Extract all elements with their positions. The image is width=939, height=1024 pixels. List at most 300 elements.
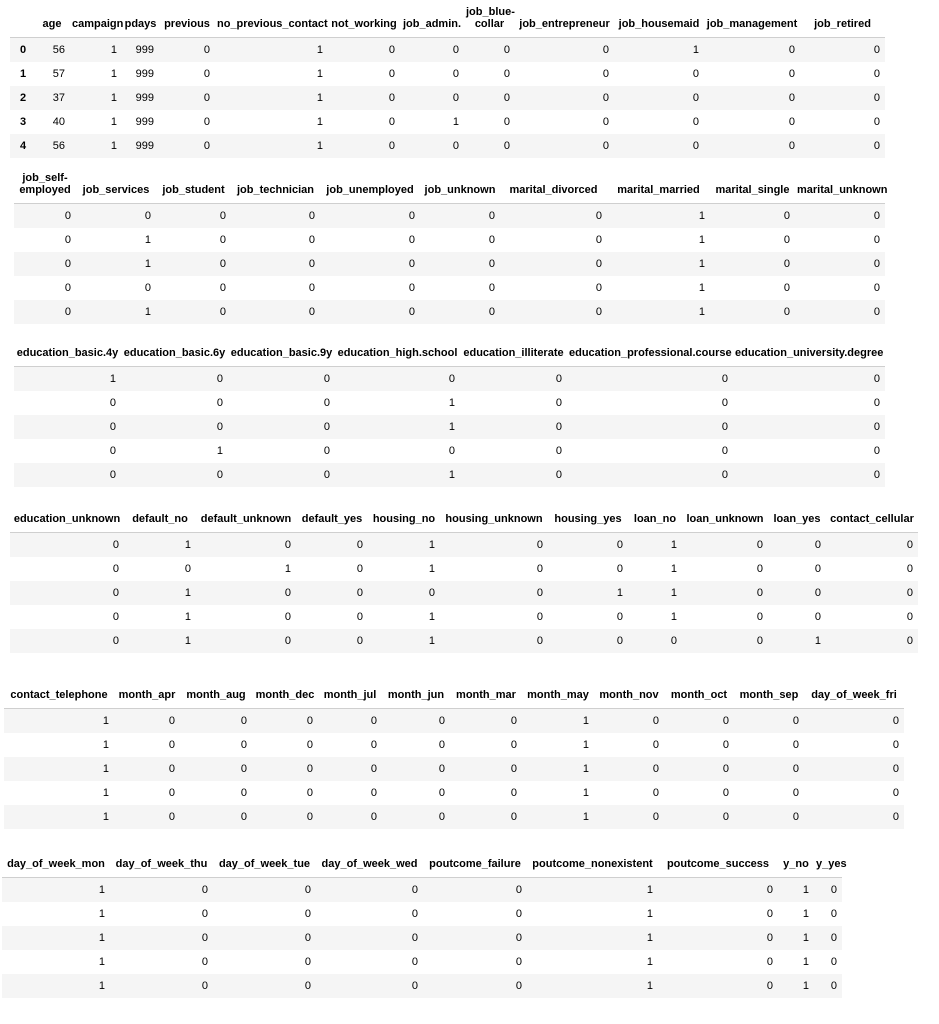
column-header: day_of_week_tue	[213, 852, 316, 877]
table-cell: 1	[102, 786, 109, 799]
table-cell: 0	[548, 532, 628, 557]
table-cell: 0	[316, 926, 423, 950]
table-cell: 0	[814, 974, 842, 998]
table-row	[10, 629, 918, 653]
table-cell: 0	[304, 907, 311, 920]
table-cell: 0	[873, 67, 880, 80]
table-cell: 1	[527, 926, 658, 950]
table-cell: 0	[873, 396, 880, 409]
table-cell: 0	[710, 300, 795, 324]
column-header: marital_unknown	[795, 166, 885, 203]
table-cell: 1	[646, 955, 653, 968]
table-cell: 0	[159, 134, 215, 158]
column-header: month_mar	[450, 683, 522, 708]
table-cell: 0	[109, 396, 116, 409]
table-row	[14, 366, 885, 391]
table-cell: 0	[515, 907, 522, 920]
column-header: education_basic.6y	[121, 341, 228, 366]
table-cell: 0	[792, 786, 799, 799]
column-header: day_of_week_mon	[2, 852, 110, 877]
table-cell: 1	[522, 805, 594, 829]
table-cell: 0	[368, 581, 440, 605]
table-cell: 0	[382, 805, 450, 829]
table-cell: 0	[756, 610, 763, 623]
table-cell: 0	[614, 134, 704, 158]
table-cell: 0	[408, 281, 415, 294]
table-cell: 1	[614, 37, 704, 62]
table-cell: 0	[370, 786, 377, 799]
table-cell: 1	[452, 115, 459, 128]
table-cell: 1	[70, 37, 122, 62]
table-cell: 0	[156, 203, 231, 228]
table-cell: 0	[109, 444, 116, 457]
table-row	[14, 252, 885, 276]
table-cell: 0	[788, 115, 795, 128]
table-cell: 0	[306, 786, 313, 799]
column-header: default_yes	[296, 507, 368, 532]
table-cell: 0	[14, 203, 76, 228]
table-cell: 0	[400, 37, 464, 62]
table-cell: 1	[102, 738, 109, 751]
table-cell: 0	[231, 203, 320, 228]
table-cell: 0	[664, 708, 734, 733]
table-cell: 0	[213, 926, 316, 950]
table-cell: 0	[602, 67, 609, 80]
table-cell: 0	[488, 233, 495, 246]
table-cell: 999	[122, 37, 159, 62]
table-cell: 0	[452, 67, 459, 80]
table-cell: 0	[308, 281, 315, 294]
column-header: month_sep	[734, 683, 804, 708]
table-cell: 0	[682, 581, 768, 605]
table-cell: 0	[180, 805, 252, 829]
table-row	[4, 805, 904, 829]
column-header: job_housemaid	[614, 0, 704, 37]
table-cell: 1	[582, 786, 589, 799]
table-row	[4, 781, 904, 805]
index-header	[10, 0, 34, 37]
table-cell: 0	[594, 805, 664, 829]
dataframe-table-6	[2, 852, 847, 998]
table-cell: 0	[196, 532, 296, 557]
table-cell: 0	[121, 366, 228, 391]
table-cell: 0	[567, 415, 733, 439]
table-cell: 0	[228, 463, 335, 487]
table-cell: 0	[555, 396, 562, 409]
table-cell: 1	[527, 974, 658, 998]
table-cell: 1	[215, 37, 328, 62]
column-header: pdays	[122, 0, 159, 37]
table-row	[14, 463, 885, 487]
table-cell: 1	[110, 67, 117, 80]
table-cell: 1	[368, 532, 440, 557]
table-row	[14, 415, 885, 439]
table-cell: 1	[215, 86, 328, 110]
table-cell: 1	[98, 955, 105, 968]
table-cell: 56	[34, 37, 70, 62]
column-header: month_jul	[318, 683, 382, 708]
table-cell: 0	[216, 396, 223, 409]
table-cell: 56	[34, 134, 70, 158]
table-cell: 0	[184, 562, 191, 575]
table-cell: 0	[440, 629, 548, 653]
table-cell: 0	[228, 366, 335, 391]
table-cell: 0	[800, 86, 885, 110]
table-cell: 1	[368, 629, 440, 653]
table-cell: 0	[768, 532, 826, 557]
table-cell: 0	[800, 37, 885, 62]
column-header: contact_telephone	[4, 683, 114, 708]
table-cell: 0	[168, 786, 175, 799]
row-index: 3	[20, 115, 27, 128]
column-header: day_of_week_thu	[110, 852, 213, 877]
table-cell: 1	[607, 203, 710, 228]
table-cell: 0	[318, 708, 382, 733]
table-cell: 1	[698, 281, 705, 294]
table-cell: 0	[664, 805, 734, 829]
table-row	[4, 733, 904, 757]
table-cell: 57	[52, 67, 65, 80]
table-cell: 0	[196, 581, 296, 605]
table-cell: 0	[316, 877, 423, 902]
dataframe-table-3	[14, 341, 885, 487]
column-header: education_unknown	[10, 507, 124, 532]
table-cell: 0	[356, 562, 363, 575]
table-cell: 0	[411, 907, 418, 920]
table-cell: 1	[802, 955, 809, 968]
table-cell: 1	[110, 115, 117, 128]
table-cell: 0	[112, 562, 119, 575]
table-cell: 0	[734, 805, 804, 829]
table-row	[2, 950, 842, 974]
table-cell: 0	[400, 134, 464, 158]
table-cell: 0	[252, 805, 318, 829]
dataframe-table-4	[10, 507, 918, 653]
table-cell: 0	[201, 955, 208, 968]
column-header: month_aug	[180, 683, 252, 708]
table-cell: 1	[628, 532, 682, 557]
table-cell: 1	[124, 629, 196, 653]
table-cell: 0	[438, 738, 445, 751]
table-cell: 1	[215, 134, 328, 158]
table-cell: 0	[64, 281, 71, 294]
table-cell: 0	[240, 738, 247, 751]
table-cell: 0	[658, 877, 778, 902]
table-cell: 0	[692, 67, 699, 80]
table-cell: 0	[228, 415, 335, 439]
column-header: job_blue-collar	[464, 0, 515, 37]
table-cell: 0	[114, 805, 180, 829]
table-cell: 1	[522, 708, 594, 733]
table-row	[2, 974, 842, 998]
table-cell: 0	[830, 955, 837, 968]
row-index: 0	[10, 37, 34, 62]
column-header: month_oct	[664, 683, 734, 708]
table-cell: 0	[692, 115, 699, 128]
table-cell: 0	[616, 562, 623, 575]
column-header: job_management	[704, 0, 800, 37]
table-cell: 0	[10, 532, 124, 557]
table-cell: 1	[124, 532, 196, 557]
table-cell: 0	[800, 134, 885, 158]
table-cell: 0	[304, 955, 311, 968]
table-cell: 0	[826, 581, 918, 605]
table-cell: 0	[567, 366, 733, 391]
table-cell: 1	[4, 708, 114, 733]
table-cell: 0	[602, 115, 609, 128]
table-cell: 0	[460, 463, 567, 487]
table-cell: 0	[515, 37, 614, 62]
table-cell: 0	[464, 37, 515, 62]
table-row	[10, 86, 885, 110]
table-cell: 0	[328, 134, 400, 158]
table-cell: 0	[323, 444, 330, 457]
table-cell: 1	[70, 86, 122, 110]
table-cell: 1	[582, 738, 589, 751]
table-cell: 0	[734, 708, 804, 733]
column-header: poutcome_success	[658, 852, 778, 877]
table-cell: 1	[4, 757, 114, 781]
table-cell: 1	[2, 877, 110, 902]
table-cell: 0	[460, 366, 567, 391]
table-cell: 0	[296, 629, 368, 653]
table-cell: 0	[595, 281, 602, 294]
table-cell: 0	[594, 757, 664, 781]
table-cell: 0	[594, 708, 664, 733]
table-cell: 0	[382, 757, 450, 781]
table-row	[14, 439, 885, 463]
table-cell: 0	[783, 281, 790, 294]
column-header: y_yes	[814, 852, 842, 877]
table-cell: 0	[196, 629, 296, 653]
table-cell: 0	[252, 708, 318, 733]
table-cell: 0	[323, 396, 330, 409]
table-cell: 1	[670, 610, 677, 623]
table-row	[14, 391, 885, 415]
table-cell: 0	[10, 629, 124, 653]
table-cell: 0	[121, 415, 228, 439]
table-cell: 0	[156, 252, 231, 276]
table-cell: 0	[440, 532, 548, 557]
table-row	[10, 532, 918, 557]
table-cell: 0	[733, 415, 885, 439]
table-cell: 1	[316, 115, 323, 128]
table-cell: 0	[231, 300, 320, 324]
table-cell: 0	[168, 738, 175, 751]
table-cell: 0	[308, 233, 315, 246]
table-cell: 1	[2, 974, 110, 998]
table-row	[14, 300, 885, 324]
table-cell: 0	[704, 37, 800, 62]
table-cell: 0	[448, 444, 455, 457]
table-cell: 0	[112, 610, 119, 623]
table-cell: 1	[670, 562, 677, 575]
table-cell: 0	[328, 37, 400, 62]
table-cell: 0	[500, 300, 607, 324]
table-cell: 0	[704, 134, 800, 158]
table-cell: 1	[14, 366, 121, 391]
table-cell: 0	[144, 281, 151, 294]
table-cell: 0	[804, 708, 904, 733]
table-cell: 0	[296, 532, 368, 557]
table-cell: 0	[795, 300, 885, 324]
column-header: education_professional.course	[567, 341, 733, 366]
table-row	[14, 276, 885, 300]
table-cell: 0	[450, 805, 522, 829]
column-header: loan_no	[628, 507, 682, 532]
column-header: campaign	[70, 0, 122, 37]
table-cell: 0	[356, 610, 363, 623]
table-cell: 1	[646, 907, 653, 920]
column-header: y_no	[778, 852, 814, 877]
table-row	[10, 581, 918, 605]
table-cell: 0	[616, 610, 623, 623]
table-cell: 0	[873, 233, 880, 246]
table-cell: 0	[440, 581, 548, 605]
table-cell: 0	[201, 907, 208, 920]
table-cell: 0	[734, 757, 804, 781]
table-cell: 0	[388, 115, 395, 128]
table-cell: 0	[658, 974, 778, 998]
table-cell: 0	[180, 708, 252, 733]
table-cell: 0	[906, 562, 913, 575]
dataframe-table-1	[10, 0, 885, 158]
table-cell: 0	[408, 233, 415, 246]
table-row	[4, 757, 904, 781]
table-row	[10, 62, 885, 86]
table-row	[10, 37, 885, 62]
table-cell: 0	[76, 203, 156, 228]
table-cell: 0	[420, 203, 500, 228]
table-cell: 0	[766, 907, 773, 920]
table-cell: 1	[607, 300, 710, 324]
table-row	[4, 708, 904, 733]
table-cell: 40	[52, 115, 65, 128]
column-header: month_may	[522, 683, 594, 708]
table-cell: 0	[536, 610, 543, 623]
table-cell: 0	[306, 738, 313, 751]
table-cell: 0	[14, 300, 76, 324]
column-header: month_nov	[594, 683, 664, 708]
table-cell: 0	[548, 629, 628, 653]
table-cell: 1	[124, 581, 196, 605]
table-cell: 999	[135, 115, 154, 128]
table-cell: 0	[64, 233, 71, 246]
column-header: education_high.school	[335, 341, 460, 366]
column-header: education_basic.9y	[228, 341, 335, 366]
table-cell: 0	[500, 203, 607, 228]
table-cell: 0	[804, 805, 904, 829]
table-cell: 0	[826, 532, 918, 557]
table-cell: 0	[382, 708, 450, 733]
table-cell: 0	[721, 444, 728, 457]
table-cell: 0	[388, 67, 395, 80]
column-header: not_working	[328, 0, 400, 37]
column-header: default_no	[124, 507, 196, 532]
table-cell: 1	[98, 907, 105, 920]
table-cell: 0	[682, 532, 768, 557]
column-header: education_basic.4y	[14, 341, 121, 366]
column-header: marital_single	[710, 166, 795, 203]
table-cell: 0	[110, 974, 213, 998]
table-cell: 0	[121, 463, 228, 487]
table-cell: 0	[510, 738, 517, 751]
table-cell: 0	[420, 252, 500, 276]
table-cell: 0	[721, 396, 728, 409]
table-cell: 0	[515, 86, 614, 110]
table-cell: 0	[756, 562, 763, 575]
column-header: loan_unknown	[682, 507, 768, 532]
table-cell: 0	[203, 67, 210, 80]
table-row	[2, 877, 842, 902]
table-cell: 0	[318, 757, 382, 781]
row-index: 4	[10, 134, 34, 158]
table-cell: 1	[448, 396, 455, 409]
table-cell: 1	[184, 610, 191, 623]
column-header: job_student	[156, 166, 231, 203]
table-cell: 0	[370, 738, 377, 751]
table-cell: 0	[423, 974, 527, 998]
table-cell: 1	[548, 581, 628, 605]
table-cell: 1	[335, 463, 460, 487]
table-cell: 1	[802, 907, 809, 920]
table-cell: 0	[10, 581, 124, 605]
column-header: education_university.degree	[733, 341, 885, 366]
table-cell: 1	[628, 581, 682, 605]
table-row	[14, 228, 885, 252]
column-header: housing_yes	[548, 507, 628, 532]
table-cell: 0	[792, 738, 799, 751]
column-header: month_dec	[252, 683, 318, 708]
table-cell: 0	[156, 300, 231, 324]
table-cell: 1	[216, 444, 223, 457]
dataframe-table-2	[14, 166, 888, 324]
table-cell: 0	[555, 444, 562, 457]
column-header: default_unknown	[196, 507, 296, 532]
table-cell: 0	[500, 252, 607, 276]
table-cell: 0	[420, 300, 500, 324]
table-cell: 1	[428, 562, 435, 575]
table-cell: 0	[628, 629, 682, 653]
column-header: contact_cellular	[826, 507, 918, 532]
table-cell: 0	[464, 134, 515, 158]
table-cell: 0	[14, 252, 76, 276]
table-cell: 0	[296, 581, 368, 605]
table-cell: 0	[110, 926, 213, 950]
table-cell: 0	[682, 629, 768, 653]
table-cell: 0	[614, 86, 704, 110]
table-cell: 0	[460, 415, 567, 439]
table-cell: 1	[778, 877, 814, 902]
table-cell: 1	[522, 757, 594, 781]
column-header: job_entrepreneur	[515, 0, 614, 37]
table-cell: 0	[114, 708, 180, 733]
table-cell: 0	[768, 581, 826, 605]
column-header: no_previous_contact	[215, 0, 328, 37]
table-cell: 0	[450, 708, 522, 733]
table-cell: 0	[892, 738, 899, 751]
table-cell: 1	[527, 877, 658, 902]
table-cell: 0	[536, 562, 543, 575]
table-cell: 0	[722, 786, 729, 799]
table-cell: 0	[892, 786, 899, 799]
table-cell: 0	[14, 415, 121, 439]
table-cell: 0	[450, 757, 522, 781]
table-cell: 0	[826, 629, 918, 653]
table-cell: 0	[180, 757, 252, 781]
table-cell: 0	[704, 86, 800, 110]
column-header: job_self-employed	[14, 166, 76, 203]
